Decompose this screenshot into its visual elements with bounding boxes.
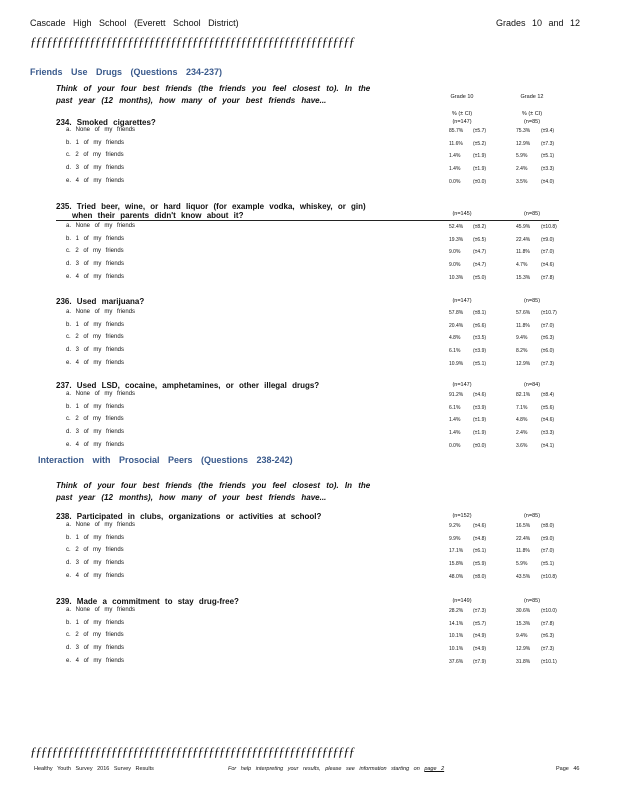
grade12-ci: (±7.8) (541, 620, 555, 627)
grade10-percent: 9.2% (449, 523, 461, 529)
grade10-ci: (±3.9) (473, 404, 487, 411)
grade10-percent: 19.3% (449, 236, 464, 243)
grade10-percent: 0.0% (449, 442, 461, 449)
top-divider: ƒƒƒƒƒƒƒƒƒƒƒƒƒƒƒƒƒƒƒƒƒƒƒƒƒƒƒƒƒƒƒƒƒƒƒƒƒƒƒƒƒƒƒƒƒƒƒƒƒƒƒƒƒƒƒƒƒƒƒƒ (30, 34, 355, 49)
grade10-ci: (±6.1) (473, 548, 487, 555)
grade12-percent: 4.7% (516, 262, 528, 269)
grade10-percent: 17.1% (449, 548, 464, 555)
option-label: d. 3 of my friends (66, 165, 125, 172)
footer-page-link[interactable]: page 2 (424, 766, 445, 772)
option-label: d. 3 of my friends (66, 645, 125, 652)
grade10-percent: 10.1% (449, 646, 464, 653)
grade12-percent: 2.4% (516, 430, 528, 437)
grade12-n: (n=85) (523, 119, 541, 125)
grade12-percent: 12.9% (516, 646, 531, 653)
grade10-ci: (±5.9) (473, 561, 487, 568)
option-label: b. 1 of my friends (66, 619, 125, 626)
grade10-ci: (±8.0) (473, 573, 487, 580)
grade12-n: (n=85) (523, 298, 541, 304)
grade12-ci: (±6.0) (541, 348, 555, 355)
grade12-percent: 30.6% (516, 608, 531, 614)
grade10-n: (n=149) (452, 598, 472, 604)
option-label: e. 4 of my friends (66, 359, 125, 366)
grade12-percent: 82.1% (516, 392, 531, 398)
grade10-percent: 0.0% (449, 178, 461, 185)
footer-survey-name: Healthy Youth Survey 2016 Survey Results (34, 766, 154, 772)
grade12-ci: (±9.4) (541, 128, 555, 134)
option-label: c. 2 of my friends (66, 152, 124, 159)
grade10-percent: 14.1% (449, 620, 464, 627)
grade10-percent: 52.4% (449, 224, 464, 230)
grade12-ci: (±10.8) (541, 224, 557, 230)
grade10-ci: (±5.2) (473, 140, 487, 147)
grade10-ci: (±3.5) (473, 335, 487, 342)
grade12-n: (n=85) (523, 513, 541, 519)
footer-page-number: Page 46 (556, 766, 580, 772)
grade12-ci: (±6.3) (541, 633, 555, 640)
option-label: d. 3 of my friends (66, 261, 125, 268)
option-label: c. 2 of my friends (66, 248, 124, 255)
grade10-percent: 9.0% (449, 249, 461, 256)
grade10-percent: 4.8% (449, 335, 461, 342)
grade10-percent: 37.6% (449, 658, 464, 665)
grade10-ci: (±4.7) (473, 249, 487, 256)
grade10-ci: (±4.6) (473, 392, 487, 398)
grade10-percent: 1.4% (449, 153, 461, 160)
grade10-n: (n=147) (452, 382, 472, 388)
question-title: 238. Participated in clubs, organizations or activities at school? (56, 512, 322, 521)
grade12-n: (n=85) (523, 211, 541, 217)
grade10-ci: (±7.9) (473, 658, 487, 665)
option-label: a. None of my friends (66, 607, 136, 613)
grade10-ci: (±0.0) (473, 178, 487, 185)
grade10-percent: 9.9% (449, 535, 461, 542)
grade10-percent: 1.4% (449, 417, 461, 424)
grade12-ci: (±6.3) (541, 335, 555, 342)
option-label: d. 3 of my friends (66, 560, 125, 567)
grade10-percent: 10.9% (449, 360, 464, 367)
option-label: e. 4 of my friends (66, 572, 125, 579)
footer-help-text (228, 766, 444, 772)
grade10-percent: 28.2% (449, 608, 464, 614)
option-label: d. 3 of my friends (66, 347, 125, 354)
grade10-ci: (±1.9) (473, 417, 487, 424)
grade12-ci: (±5.1) (541, 153, 555, 160)
grade10-percent: 85.7% (449, 128, 464, 134)
grade10-ci: (±0.0) (473, 442, 487, 449)
school-title: Cascade High School (Everett School District) (30, 18, 239, 28)
section-title-prosocial-peers: Interaction with Prosocial Peers (Questions 238-242) (38, 455, 293, 465)
grade10-percent: 10.3% (449, 274, 464, 281)
grade12-ci: (±7.3) (541, 360, 555, 367)
grade12-ci-header: % (± CI) (521, 111, 543, 117)
bottom-divider: ƒƒƒƒƒƒƒƒƒƒƒƒƒƒƒƒƒƒƒƒƒƒƒƒƒƒƒƒƒƒƒƒƒƒƒƒƒƒƒƒƒƒƒƒƒƒƒƒƒƒƒƒƒƒƒƒƒƒƒƒ (30, 744, 355, 759)
grade10-ci: (±1.9) (473, 153, 487, 160)
grade12-ci: (±4.6) (541, 262, 555, 269)
grade10-percent: 57.8% (449, 310, 464, 316)
grade12-ci: (±3.3) (541, 166, 555, 173)
grade12-percent: 15.3% (516, 620, 531, 627)
grade12-ci: (±4.1) (541, 442, 555, 449)
option-label: e. 4 of my friends (66, 657, 125, 664)
grade12-percent: 3.6% (516, 442, 528, 449)
grade12-ci: (±9.0) (541, 535, 555, 542)
option-label: b. 1 of my friends (66, 321, 125, 328)
grade10-n: (n=147) (452, 298, 472, 304)
grade12-percent: 2.4% (516, 166, 528, 173)
grade12-percent: 3.5% (516, 178, 528, 185)
grade12-ci: (±7.0) (541, 322, 555, 329)
option-label: c. 2 of my friends (66, 416, 124, 423)
grade10-n: (n=145) (452, 211, 472, 217)
grade12-percent: 75.3% (516, 128, 531, 134)
option-label: b. 1 of my friends (66, 403, 125, 410)
section-title-friends-use-drugs: Friends Use Drugs (Questions 234-237) (30, 67, 223, 77)
grade12-percent: 22.4% (516, 236, 531, 243)
grade10-ci: (±5.7) (473, 128, 487, 134)
option-label: a. None of my friends (66, 223, 136, 229)
option-label: c. 2 of my friends (66, 334, 124, 341)
grade10-ci: (±6.5) (473, 236, 487, 243)
grade12-ci: (±7.0) (541, 548, 555, 555)
grade12-header: Grade 12 (520, 94, 544, 100)
option-label: e. 4 of my friends (66, 273, 125, 280)
question-title: 234. Smoked cigarettes? (56, 118, 156, 127)
grade12-n: (n=85) (523, 598, 541, 604)
intro-line-1: Think of your four best friends (the friends you feel closest to). In the (56, 84, 371, 93)
grade12-percent: 57.6% (516, 310, 531, 316)
grade10-percent: 15.8% (449, 561, 464, 568)
option-label: d. 3 of my friends (66, 429, 125, 436)
grade12-ci: (±7.8) (541, 274, 555, 281)
grade10-ci: (±5.0) (473, 274, 487, 281)
intro-line-2: past year (12 months), how many of your best friends have... (56, 96, 327, 105)
grade12-percent: 12.9% (516, 140, 531, 147)
footer-help-label: For help interpreting your results, please see information starting on (228, 766, 420, 772)
intro-line-2-s2: past year (12 months), how many of your best friends have... (56, 493, 327, 502)
option-label: b. 1 of my friends (66, 534, 125, 541)
grade12-percent: 31.8% (516, 658, 531, 665)
option-label: a. None of my friends (66, 309, 136, 315)
option-label: a. None of my friends (66, 522, 136, 528)
grade12-ci: (±4.6) (541, 417, 555, 424)
grade10-ci: (±4.9) (473, 633, 487, 640)
grade12-ci: (±10.0) (541, 608, 557, 614)
grade10-ci: (±1.9) (473, 430, 487, 437)
grade12-percent: 15.3% (516, 274, 531, 281)
grade12-percent: 22.4% (516, 535, 531, 542)
grade12-percent: 9.4% (516, 335, 528, 342)
option-label: c. 2 of my friends (66, 632, 124, 639)
option-label: e. 4 of my friends (66, 177, 125, 184)
grade12-percent: 7.1% (516, 404, 528, 411)
grade12-ci: (±8.4) (541, 392, 555, 398)
grade12-percent: 43.5% (516, 573, 531, 580)
grade10-percent: 91.2% (449, 392, 464, 398)
grade12-ci: (±5.1) (541, 561, 555, 568)
grade10-n: (n=147) (452, 119, 472, 125)
intro-line-1-s2: Think of your four best friends (the friends you feel closest to). In the (56, 481, 371, 490)
grade12-percent: 5.9% (516, 153, 528, 160)
grade12-ci: (±5.6) (541, 404, 555, 411)
grade12-percent: 8.2% (516, 348, 528, 355)
grade10-ci: (±5.7) (473, 620, 487, 627)
grade12-percent: 5.9% (516, 561, 528, 568)
grade10-percent: 6.1% (449, 348, 461, 355)
grade12-percent: 12.9% (516, 360, 531, 367)
grade10-n: (n=152) (452, 513, 472, 519)
question-title-cont: when their parents didn't know about it? (72, 211, 244, 220)
grade10-percent: 10.1% (449, 633, 464, 640)
table-rule (56, 220, 559, 221)
grade12-ci: (±8.0) (541, 523, 555, 529)
grade10-percent: 20.4% (449, 322, 464, 329)
option-label: b. 1 of my friends (66, 139, 125, 146)
question-title: 236. Used marijuana? (56, 297, 145, 306)
grade10-ci: (±6.6) (473, 322, 487, 329)
grade12-ci: (±7.3) (541, 140, 555, 147)
grade12-percent: 11.8% (516, 548, 530, 555)
grade12-ci: (±4.0) (541, 178, 555, 185)
question-title: 239. Made a commitment to stay drug-free? (56, 597, 239, 606)
grade10-ci: (±8.2) (473, 224, 487, 230)
grade10-ci: (±5.1) (473, 360, 487, 367)
grade12-percent: 45.9% (516, 224, 531, 230)
grade10-ci: (±4.8) (473, 535, 487, 542)
grade12-ci: (±3.3) (541, 430, 555, 437)
grade12-percent: 4.8% (516, 417, 528, 424)
grade12-percent: 16.5% (516, 523, 531, 529)
grade12-percent: 9.4% (516, 633, 528, 640)
grade10-ci: (±4.6) (473, 523, 487, 529)
grades-label: Grades 10 and 12 (496, 18, 581, 28)
grade10-header: Grade 10 (450, 94, 474, 100)
grade12-ci: (±10.8) (541, 573, 557, 580)
grade10-percent: 11.6% (449, 140, 463, 147)
option-label: c. 2 of my friends (66, 547, 124, 554)
grade12-ci: (±10.7) (541, 310, 557, 316)
grade12-percent: 11.8% (516, 249, 530, 256)
grade12-ci: (±7.3) (541, 646, 555, 653)
option-label: a. None of my friends (66, 127, 136, 133)
grade10-ci: (±8.1) (473, 310, 487, 316)
grade10-ci: (±4.9) (473, 646, 487, 653)
grade10-percent: 1.4% (449, 166, 461, 173)
question-title: 235. Tried beer, wine, or hard liquor (for example vodka, whiskey, or gin) (56, 202, 366, 211)
grade12-ci: (±10.1) (541, 658, 557, 665)
grade12-ci: (±7.0) (541, 249, 555, 256)
grade12-ci: (±9.0) (541, 236, 555, 243)
question-title: 237. Used LSD, cocaine, amphetamines, or other illegal drugs? (56, 381, 320, 390)
grade10-percent: 6.1% (449, 404, 461, 411)
grade10-ci: (±4.7) (473, 262, 487, 269)
grade12-n: (n=84) (523, 382, 541, 388)
grade10-ci-header: % (± CI) (451, 111, 473, 117)
grade10-ci: (±3.9) (473, 348, 487, 355)
option-label: a. None of my friends (66, 391, 136, 397)
grade10-ci: (±7.3) (473, 608, 487, 614)
option-label: b. 1 of my friends (66, 235, 125, 242)
grade12-percent: 11.8% (516, 322, 530, 329)
option-label: e. 4 of my friends (66, 441, 125, 448)
grade10-percent: 9.0% (449, 262, 461, 269)
grade10-percent: 48.0% (449, 573, 464, 580)
grade10-ci: (±1.9) (473, 166, 487, 173)
grade10-percent: 1.4% (449, 430, 461, 437)
